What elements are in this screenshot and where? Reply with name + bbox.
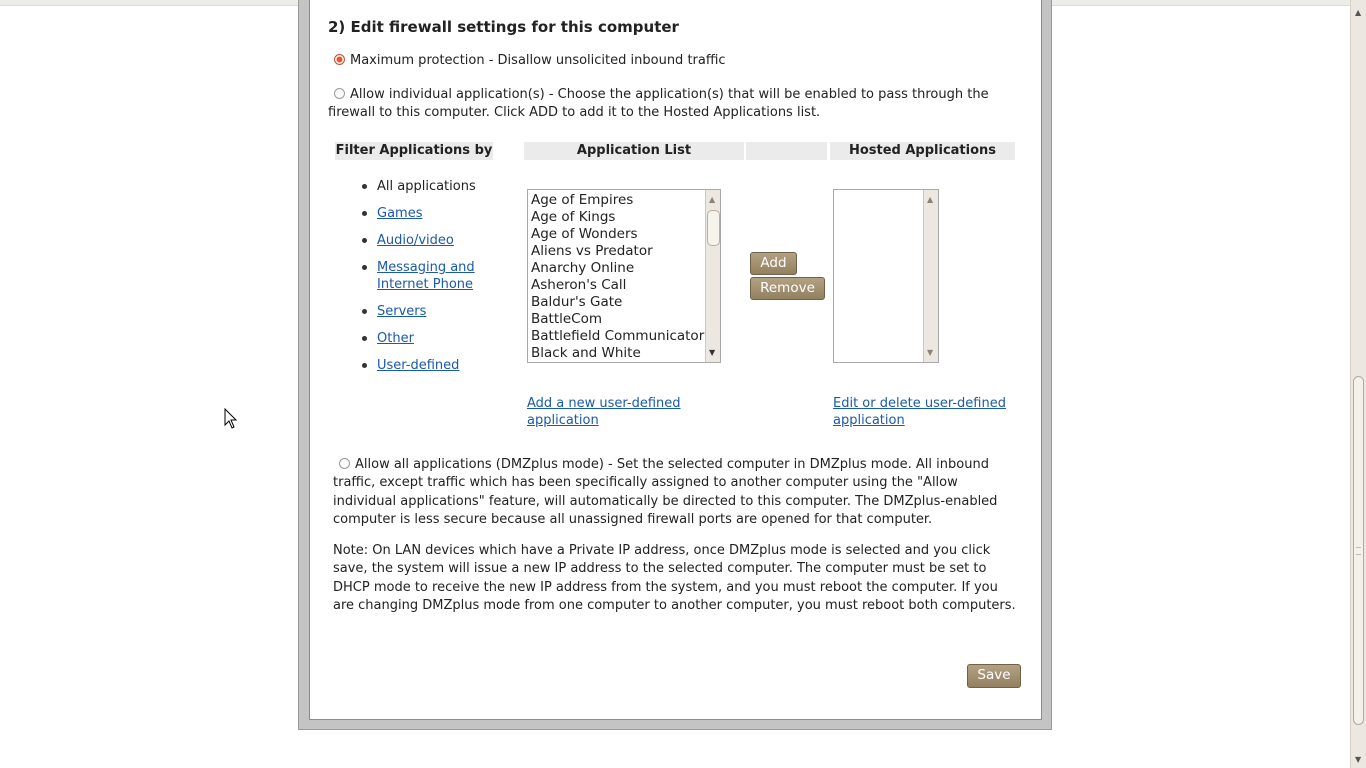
filter-user-defined[interactable] bbox=[362, 357, 487, 374]
filter-games-link[interactable]: Games bbox=[377, 206, 423, 221]
add-button[interactable]: Add bbox=[750, 252, 797, 275]
allow-individual-radio[interactable] bbox=[334, 88, 345, 99]
header-application-list: Application List bbox=[524, 142, 744, 160]
header-blank bbox=[746, 142, 827, 160]
mouse-cursor-icon bbox=[224, 408, 238, 430]
scroll-up-arrow-icon[interactable]: ▲ bbox=[1355, 8, 1362, 17]
filter-audio-video-link[interactable]: Audio/video bbox=[377, 233, 454, 248]
filter-audio-video[interactable] bbox=[362, 232, 487, 249]
page-scroll-thumb[interactable] bbox=[1353, 376, 1364, 725]
hosted-list-scrollbar[interactable] bbox=[923, 190, 938, 362]
filter-games[interactable] bbox=[362, 205, 487, 222]
remove-button[interactable]: Remove bbox=[750, 277, 825, 300]
filter-list bbox=[362, 178, 487, 384]
header-filter-applications: Filter Applications by bbox=[335, 143, 493, 158]
application-list-box[interactable] bbox=[527, 189, 721, 363]
edit-user-defined-link[interactable]: Edit or delete user-defined application bbox=[833, 396, 1006, 428]
filter-user-defined-link[interactable]: User-defined bbox=[377, 358, 460, 373]
scroll-up-arrow-icon[interactable]: ▲ bbox=[709, 195, 716, 204]
filter-all-applications-label: All applications bbox=[377, 179, 476, 194]
scroll-down-arrow-icon[interactable]: ▼ bbox=[709, 348, 716, 357]
app-list-item[interactable]: Age of Kings bbox=[531, 209, 616, 225]
filter-other[interactable] bbox=[362, 330, 487, 347]
filter-servers-link[interactable]: Servers bbox=[377, 304, 427, 319]
header-hosted-applications: Hosted Applications bbox=[830, 142, 1015, 160]
page-scrollbar[interactable] bbox=[1350, 0, 1366, 768]
app-list-item[interactable]: Aliens vs Predator bbox=[531, 243, 653, 259]
scroll-down-arrow-icon[interactable]: ▼ bbox=[1355, 755, 1362, 764]
app-list-item[interactable]: Age of Empires bbox=[531, 192, 634, 208]
allow-individual-label-line1: Allow individual application(s) - Choose the application(s) that will be enabled to pass through the bbox=[350, 87, 989, 102]
app-list-item[interactable]: BattleCom bbox=[531, 311, 603, 327]
allow-all-label: Allow all applications (DMZplus mode) - Set the selected computer in DMZplus mode. All inbound traffic, except traffic which has been specifically assigned to another computer using the "Allow individual applications" feature, will automatically be directed to this computer. The DMZplus-enabled computer is less secure because all unassigned firewall ports are opened for that computer. bbox=[333, 457, 998, 527]
app-list-item[interactable]: Baldur's Gate bbox=[531, 294, 623, 310]
application-list-scroll-thumb[interactable] bbox=[707, 210, 720, 246]
scroll-down-arrow-icon[interactable]: ▼ bbox=[927, 348, 934, 357]
filter-messaging[interactable] bbox=[362, 259, 487, 293]
app-list-item[interactable]: Anarchy Online bbox=[531, 260, 635, 276]
app-list-item[interactable]: Age of Wonders bbox=[531, 226, 638, 242]
app-list-item[interactable]: Asheron's Call bbox=[531, 277, 627, 293]
filter-messaging-link[interactable]: Messaging and Internet Phone bbox=[377, 260, 475, 292]
filter-servers[interactable] bbox=[362, 303, 487, 320]
app-list-item[interactable]: Black and White bbox=[531, 345, 641, 361]
max-protection-radio[interactable] bbox=[334, 54, 345, 65]
scroll-grip-icon bbox=[1356, 547, 1361, 555]
max-protection-label: Maximum protection - Disallow unsolicited inbound traffic bbox=[350, 53, 726, 68]
filter-all-applications[interactable] bbox=[362, 178, 487, 195]
scroll-up-arrow-icon[interactable]: ▲ bbox=[927, 195, 934, 204]
filter-other-link[interactable]: Other bbox=[377, 331, 414, 346]
application-list-scrollbar[interactable] bbox=[705, 190, 720, 362]
app-list-item[interactable]: Battlefield Communicator bbox=[531, 328, 705, 344]
save-button[interactable]: Save bbox=[967, 664, 1021, 688]
allow-individual-label-line2: firewall to this computer. Click ADD to add it to the Hosted Applications list. bbox=[328, 105, 821, 120]
hosted-applications-box[interactable] bbox=[833, 189, 939, 363]
dmzplus-note: Note: On LAN devices which have a Private IP address, once DMZplus mode is selected and you click save, the system will issue a new IP address to the selected computer. The computer must be set to DHCP mode to receive the new IP address from the system, and you must reboot the computer. If you are changing DMZplus mode from one computer to another computer, you must reboot both computers. bbox=[333, 543, 1016, 613]
add-user-defined-link[interactable]: Add a new user-defined application bbox=[527, 396, 681, 428]
section-heading: 2) Edit firewall settings for this computer bbox=[328, 18, 679, 36]
